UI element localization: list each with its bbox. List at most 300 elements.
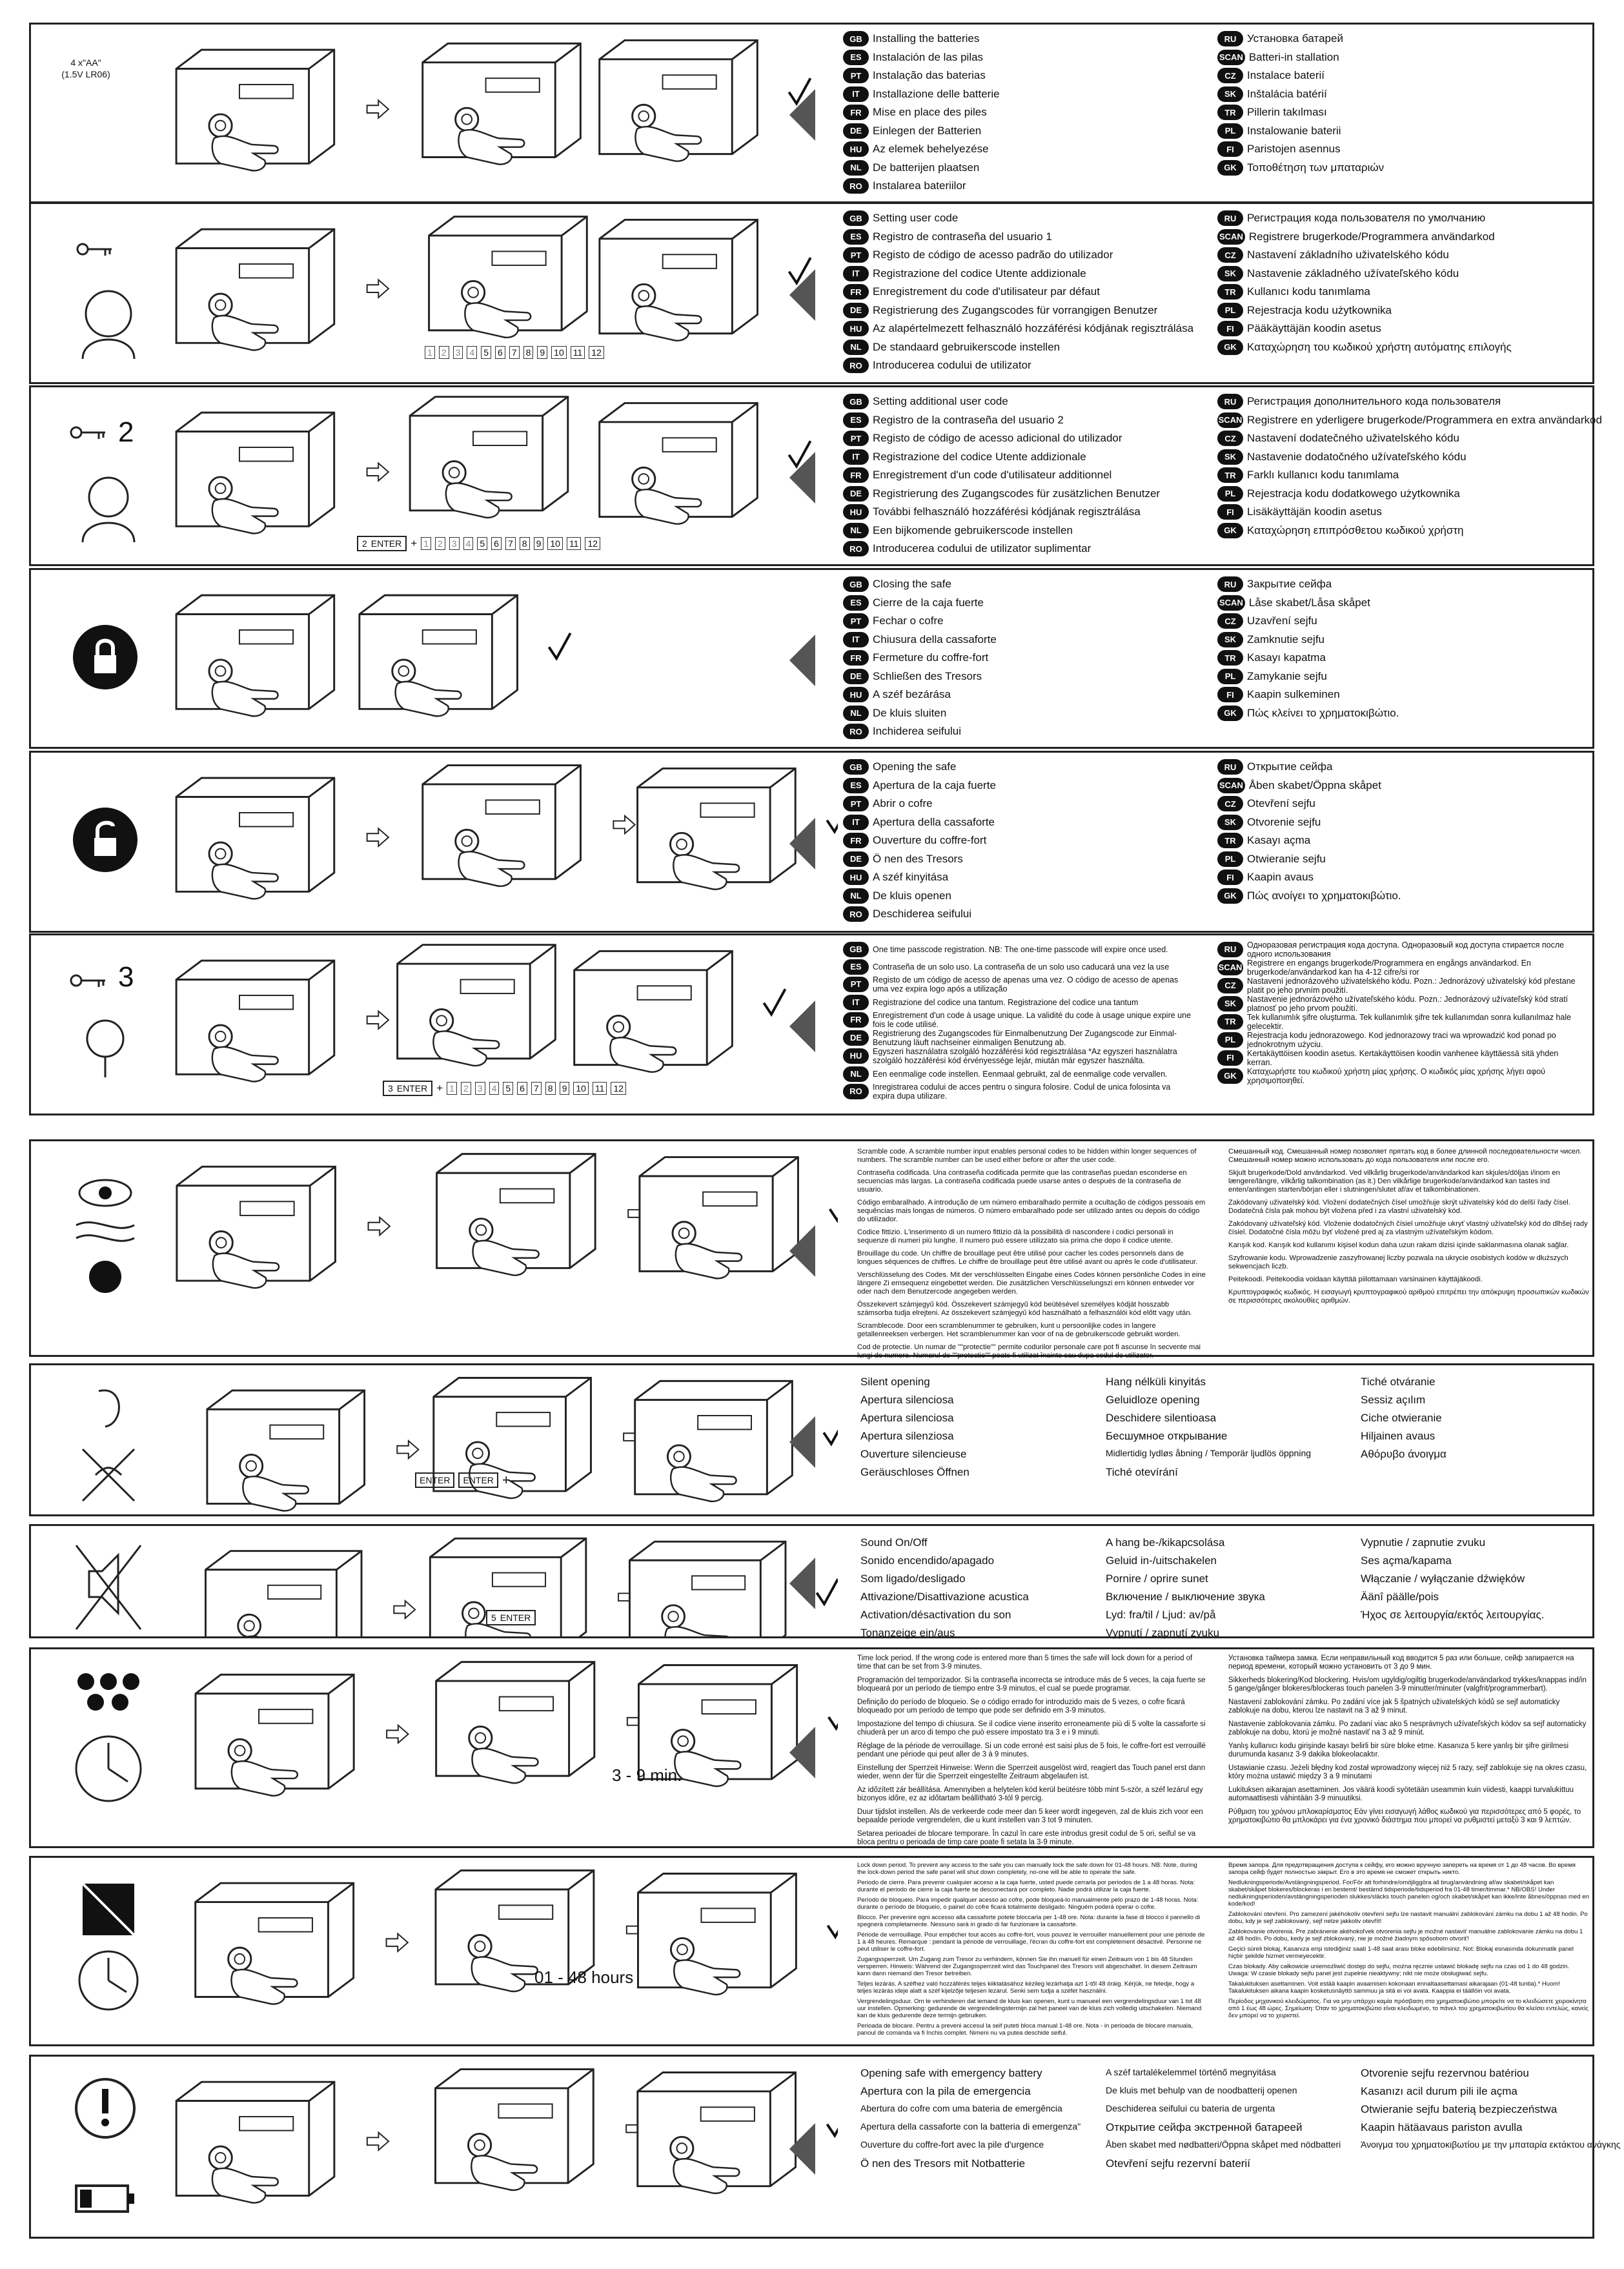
paragraph: Impostazione del tempo di chiusura. Se il codice viene inserito erroneamente più di 5 volte la cassaforte si chiuderà per un arco di tempo che può essere impostato tra 3 e i 9 minuti. <box>857 1720 1206 1736</box>
language-text: Kullanıcı kodu tanımlama <box>1247 285 1370 298</box>
language-badge: DE <box>843 669 869 684</box>
language-row <box>1217 850 1579 869</box>
language-text: Registrazione del codice Utente addizionale <box>873 450 1086 463</box>
paragraph: Peitekoodi. Peitekoodia voidaan käyttää piilottamaan varsinainen käyttäjäkoodi. <box>1228 1276 1483 1283</box>
language-text: Chiusura della cassaforte <box>873 633 997 646</box>
paragraph: Zakódovaný užívateľský kód. Vloženie dodatočných čísiel umožňuje ukryť vlastný užívateľský kód do dlhšej rady čísiel. Dodatočné čísla môžu byť vložené pred aj za vlastným užívateľským kódom. <box>1228 1220 1588 1236</box>
language-badge: IT <box>843 815 869 830</box>
key-number: 5 <box>491 1613 496 1623</box>
paragraph: Codice fittizio. L'inserimento di un numero fittizio dà la possibilità di nascondere i codici personali in sequenze di numeri più lunghe. Il numero può essere utilizzato sia prima che dopo il codice utente. <box>857 1228 1173 1245</box>
caption: Бесшумное открывание <box>1106 1430 1228 1442</box>
language-badge: RU <box>1217 759 1243 775</box>
key-number: 3 <box>388 1083 393 1094</box>
language-text: Zamknutie sejfu <box>1247 633 1325 646</box>
language-badge: TR <box>1217 650 1243 666</box>
language-badge: FI <box>1217 141 1243 157</box>
language-badge: SCAN <box>1217 229 1245 245</box>
language-row <box>1217 1049 1579 1067</box>
paragraph: Κρυπτογραφικός κωδικός. Η εισαγωγή κρυπτογραφικού αριθμού επιτρέπει την απόκρυψη προσωπικών κωδικών σε περισσότερες ακολουθίες αριθμών. <box>1228 1288 1589 1305</box>
language-badge: FI <box>1217 687 1243 702</box>
keypad-digit: 6 <box>495 346 505 359</box>
language-badge: FR <box>843 833 869 848</box>
caption: Opening safe with emergency battery <box>860 2067 1042 2079</box>
time-lock-text-right <box>1228 1654 1590 1830</box>
language-text: Закрытие сейфа <box>1247 578 1332 591</box>
language-text: Installing the batteries <box>873 32 980 45</box>
language-text: Tek kullanımlık şifre oluşturma. Tek kullanımlık şifre tek kullanımdan sonra kullanılmaz hale gelecektir. <box>1247 1013 1572 1031</box>
language-badge: GB <box>843 576 869 592</box>
keypad-digit: 11 <box>593 1082 607 1095</box>
language-badge: ES <box>843 50 869 65</box>
language-row <box>1217 777 1579 795</box>
caption: Открытие сейфа экстренной батареей <box>1106 2121 1303 2133</box>
language-badge: ES <box>843 412 869 428</box>
language-text: A széf kinyitása <box>873 871 949 884</box>
language-badge: SCAN <box>1217 778 1245 793</box>
language-badge: HU <box>843 1048 869 1064</box>
language-text: Registrazione del codice una tantum. Registrazione del codice una tantum <box>873 997 1139 1007</box>
language-row <box>843 722 1204 741</box>
user-icon <box>70 230 147 362</box>
paragraph: Takalukituksen asettaminen. Voit estää kaapin avaamisen kokonaan ennaltaasettamasi aikarajaan (01-48 tuntia).* Huom! Takalukituksen aikana kaapin kosketusnäyttö sammuu ja sitä ei voi avata. Kaappia ei täällöin voi avata. <box>1228 1980 1561 1995</box>
language-text: Einlegen der Batterien <box>873 124 982 137</box>
language-badge: NL <box>843 160 869 176</box>
keypad-digit: 12 <box>585 537 600 550</box>
language-row <box>1217 887 1579 906</box>
language-row <box>1217 1067 1579 1085</box>
section-illustration <box>31 753 838 931</box>
caption: Vypnutí / zapnutí zvuku <box>1106 1627 1220 1639</box>
caption: Vypnutie / zapnutie zvuku <box>1361 1536 1486 1549</box>
language-badge: PL <box>1217 303 1243 318</box>
keypad-digit: 8 <box>545 1082 556 1095</box>
language-row <box>1217 30 1579 48</box>
language-row <box>843 575 1204 594</box>
language-badge: CZ <box>1217 613 1243 629</box>
language-text: Enregistrement d'un code d'utilisateur additionnel <box>873 469 1112 482</box>
paragraph: Время запора. Для предотвращения доступа к сейфу, его можно вручную запереть на время от 1 до 48 часов. Во время запора сейф будет полностью закрыт. Его в это время не сможет открыть никто. <box>1228 1862 1576 1876</box>
language-text: Setting additional user code <box>873 395 1008 408</box>
language-text: Открытие сейфа <box>1247 760 1333 773</box>
check-icon <box>827 1911 838 1937</box>
language-badge: GB <box>843 942 869 957</box>
languages-left-column <box>843 30 1204 196</box>
paragraph: Zugangssperrzeit. Um Zugang zum Tresor zu verhindern, können Sie ihn manuell für einen Zeitraum von 1 bis 48 Stunden versperren. Hinweis: Während der Zugangssperrzeit wird das Touchpanel des Tresors voll abgeschaltet. In diesem Zeitraum kann dann niemand den Tresor betreiben. <box>857 1956 1197 1977</box>
language-badge: DE <box>843 851 869 867</box>
language-row <box>843 850 1204 869</box>
language-text: Instalación de las pilas <box>873 50 984 63</box>
caption: Activation/désactivation du son <box>860 1609 1011 1621</box>
caption: Apertura silenziosa <box>860 1430 954 1442</box>
language-text: Cierre de la caja fuerte <box>873 596 984 609</box>
language-text: Instalowanie baterii <box>1247 124 1341 137</box>
battery-type: (1.5V LR06) <box>61 69 110 79</box>
caption: Tiché otváranie <box>1361 1376 1436 1388</box>
language-text: Pillerin takılması <box>1247 106 1327 119</box>
caption: Attivazione/Disattivazione acustica <box>860 1591 1029 1603</box>
caption: Pornire / oprire sunet <box>1106 1572 1208 1585</box>
language-row <box>843 140 1204 159</box>
language-text: Batteri-in stallation <box>1248 50 1339 63</box>
language-row <box>843 503 1204 522</box>
language-row <box>1217 228 1579 247</box>
instruction-section <box>29 202 1594 384</box>
caption: Apertura della cassaforte con la batteria di emergenza" <box>860 2121 1081 2132</box>
paragraph: Perioada de blocare. Pentru a preveni accesul la seif puteti bloca manual 1-48 ore. Nota - in perioada de blocare manuala, panoul de comanda va fi închis complet. Nimeni nu va putea deschide seiful. <box>857 2022 1193 2037</box>
language-badge: NL <box>843 706 869 721</box>
key-label: ENTER <box>370 538 402 549</box>
language-badge: GB <box>843 394 869 409</box>
language-text: Kaapin sulkeminen <box>1247 688 1340 701</box>
language-text: Registrere en yderligere brugerkode/Programmera en extra användarkod <box>1247 413 1602 426</box>
language-row <box>843 265 1204 283</box>
language-row <box>1217 265 1579 283</box>
language-row <box>1217 283 1579 301</box>
paragraph: Lukituksen aikarajan asettaminen. Jos väärä koodi syötetään useammin kuin viidesti, kaappi turvalukittuu automaattisesti vähintään 3-9 minuutiksi. <box>1228 1786 1574 1802</box>
language-row <box>1217 159 1579 178</box>
keypad-digit: 3 <box>449 537 460 550</box>
keypad-digit: 4 <box>463 537 474 550</box>
language-row <box>1217 575 1579 594</box>
language-text: Nastavení dodatečného uživatelského kódu <box>1247 432 1459 445</box>
language-row <box>843 338 1204 357</box>
caption: Geräuschloses Öffnen <box>860 1466 969 1478</box>
paragraph: Código embaralhado. A introdução de um número embaralhado permite a ocultação de códigos pessoais em sequências mais longas de números. O número embaralhado pode ser utilizado antes ou depois do código do utilizador. <box>857 1199 1206 1223</box>
language-row <box>1217 485 1579 504</box>
language-text: Kasayı kapatma <box>1247 651 1326 664</box>
time-range-label: 3 - 9 min. <box>612 1765 682 1785</box>
caption: Deschiderea seifului cu bateria de urgenta <box>1106 2103 1275 2113</box>
language-row <box>843 356 1204 375</box>
language-badge: RU <box>1217 394 1243 409</box>
language-badge: SK <box>1217 449 1243 465</box>
language-badge: TR <box>1217 467 1243 483</box>
paragraph: Lock down period. To prevent any access to the safe you can manually lock the safe down for 01-48 hours. NB: Note, during the lock-down period the safe panel will shut down completely, no-one will be able to operate the safe. <box>857 1862 1197 1876</box>
caption: A széf tartalékelemmel történő megnyitása <box>1106 2067 1276 2077</box>
language-text: További felhasználó hozzáférési kódjának regisztrálása <box>873 505 1141 518</box>
keypad-digit: 7 <box>531 1082 542 1095</box>
language-badge: SK <box>1217 86 1243 102</box>
language-row <box>843 209 1204 228</box>
keypad-digit: 9 <box>537 346 547 359</box>
languages-right-column <box>1217 941 1579 1085</box>
language-text: Apertura della cassaforte <box>873 815 995 828</box>
caption: A hang be-/kikapcsolása <box>1106 1536 1225 1549</box>
language-badge: DE <box>843 486 869 502</box>
key-label: ENTER <box>500 1613 531 1623</box>
language-badge: DE <box>843 1030 869 1046</box>
caption: Otvorenie sejfu rezervnou batériou <box>1361 2067 1529 2079</box>
keypad-digit: 7 <box>509 346 520 359</box>
language-text: Kaapin avaus <box>1247 871 1314 884</box>
language-text: Contraseña de un solo uso. La contraseña de un solo uso caducará una vez la use <box>873 962 1170 972</box>
language-text: Registro de contraseña del usuario 1 <box>873 230 1052 243</box>
text-column <box>860 2067 1106 2175</box>
language-row <box>1217 795 1579 813</box>
key-label: ENTER <box>396 1083 428 1094</box>
section-arrow-icon <box>789 1225 815 1277</box>
language-text: Nastavení jednorázového uživatelského kódu. Pozn.: Jednorázový uživatelský kód přestane platit po jeho prvním použití. <box>1247 977 1576 995</box>
language-badge: PT <box>843 796 869 811</box>
language-row <box>843 228 1204 247</box>
keypad-digit: 4 <box>467 346 477 359</box>
text-column <box>1106 2067 1351 2175</box>
language-text: Installazione delle batterie <box>873 87 1000 100</box>
keypad-sequence <box>425 346 604 359</box>
language-row <box>843 122 1204 141</box>
language-badge: GB <box>843 210 869 226</box>
language-text: Registrere en engangs brugerkode/Programmera en engångs användarkod. En brugerkode/användarkod kan ha 4-12 cifre/si ror <box>1247 959 1531 977</box>
paragraph: Cod de protectie. Un numar de ""protectie"" permite codurilor personale care pot fi ascunse în secvente mai lungi de numere. Numarul de ""protectie"" poate fi utilizat înainte sau dupa codul de utilizator. <box>857 1343 1201 1359</box>
caption: Sound On/Off <box>860 1536 928 1549</box>
language-row <box>1217 667 1579 686</box>
language-text: Setting user code <box>873 212 959 225</box>
language-badge: CZ <box>1217 431 1243 446</box>
language-row <box>1217 1013 1579 1031</box>
caption: Ö nen des Tresors mit Notbatterie <box>860 2157 1026 2170</box>
language-badge: TR <box>1217 1014 1243 1030</box>
language-row <box>1217 209 1579 228</box>
language-badge: TR <box>1217 105 1243 120</box>
language-badge: SK <box>1217 266 1243 281</box>
language-text: Inštalácia batérií <box>1247 87 1327 100</box>
language-row <box>843 868 1204 887</box>
language-row <box>843 429 1204 448</box>
lock-down-section <box>29 1856 1594 2046</box>
language-badge: ES <box>843 595 869 611</box>
language-badge: RO <box>843 178 869 194</box>
language-row <box>843 392 1204 411</box>
lock-down-text-right <box>1228 1862 1590 2022</box>
caption: Deschidere silentioasa <box>1106 1412 1217 1424</box>
paragraph: Установка таймера замка. Если неправильный код вводится 5 раз или больше, сейф запирается на период времени, который можно установить от 3 до 9 мин. <box>1228 1654 1574 1671</box>
language-text: Inregistrarea codului de acces pentru o singura folosire. Codul de unica folosinta va expira dupa utilizare. <box>873 1083 1171 1101</box>
language-text: Ö nen des Tresors <box>873 852 963 865</box>
keypad-digit: 2 <box>439 346 449 359</box>
language-row <box>843 777 1204 795</box>
paragraph: Réglage de la période de verrouillage. Si un code erroné est saisi plus de 5 fois, le coffre-fort est verrouillé pendant une période qui peut aller de 3 à 9 minutes. <box>857 1742 1206 1758</box>
caption: Kasanızı acil durum pili ile açma <box>1361 2085 1517 2097</box>
language-text: Registrierung des Zugangscodes für zusätzlichen Benutzer <box>873 487 1161 500</box>
language-text: Enregistrement du code d'utilisateur par défaut <box>873 285 1100 298</box>
language-text: Closing the safe <box>873 578 951 591</box>
language-text: Registo de um código de acesso de apenas uma vez. O código de acesso de apenas uma vez expira logo após a utilização <box>873 975 1179 993</box>
paragraph: Vergrendelingsduur. Om te verhinderen dat iemand de kluis kan openen, kunt u manueel een vergrendelingsduur van 1 tot 48 uur instellen. Opmerking: gedurende de vergrendelingstermijn zal het paneel van de kluis zich volledig uitschakelen. Niemand kan de kluis gedurende deze termijn gebruiken. <box>857 1998 1202 2019</box>
language-badge: PL <box>1217 669 1243 684</box>
language-badge: FI <box>1217 504 1243 520</box>
caption: Włączanie / wyłączanie dźwięków <box>1361 1572 1525 1585</box>
language-text: Pääkäyttäjän koodin asetus <box>1247 322 1381 335</box>
language-row <box>843 887 1204 906</box>
language-row <box>843 975 1192 993</box>
language-row <box>843 958 1192 975</box>
step-arrow-icon <box>387 1725 408 1743</box>
check-icon <box>827 806 838 831</box>
language-badge: RO <box>843 724 869 739</box>
language-badge: FI <box>1217 1050 1243 1066</box>
language-row <box>843 448 1204 467</box>
language-badge: SK <box>1217 632 1243 647</box>
caption: Äänî päälle/pois <box>1361 1591 1439 1603</box>
language-text: Registrazione del codice Utente addizionale <box>873 267 1086 280</box>
language-row <box>843 466 1204 485</box>
caption: Sonido encendido/apagado <box>860 1554 995 1567</box>
language-text: Otvorenie sejfu <box>1247 815 1321 828</box>
language-row <box>1217 301 1579 320</box>
keypad-digit: 8 <box>523 346 534 359</box>
battery-count: 4 x"AA" <box>70 57 101 68</box>
language-text: Opening the safe <box>873 760 957 773</box>
one-time-code-icon <box>70 955 147 1087</box>
additional-user-icon <box>70 413 147 545</box>
language-badge: HU <box>843 870 869 885</box>
section-arrow-icon <box>789 818 815 870</box>
language-badge: RO <box>843 1084 869 1099</box>
language-row <box>1217 612 1579 631</box>
language-badge: HU <box>843 504 869 520</box>
language-badge: GK <box>1217 340 1243 355</box>
caption: Ciche otwieranie <box>1361 1412 1442 1424</box>
language-row <box>1217 522 1579 540</box>
language-text: Nastavenie jednorázového užívateľského kódu. Pozn.: Jednorázový užívateľský kód stratí platnosť po jeho prvom použití. <box>1247 995 1568 1013</box>
safe-illustration <box>206 1551 362 1636</box>
paragraph: Nastavenie zablokovania zámku. Po zadaní viac ako 5 nesprávnych užívateľských kódov sa sejf automaticky zablokuje na dobu, ktorú je možné nastaviť na 3 až 9 minút. <box>1228 1720 1587 1736</box>
language-text: Enregistrement d'un code à usage unique. La validité du code à usage unique expire une fois le code utilisé. <box>873 1011 1192 1029</box>
language-text: Schließen des Tresors <box>873 669 982 682</box>
language-badge: GK <box>1217 523 1243 538</box>
step-arrow-icon <box>367 1011 389 1028</box>
language-row <box>843 649 1204 667</box>
plus-sign: + <box>436 1082 443 1094</box>
paragraph: Összekevert számjegyű kód. Összekevert számjegyű kód beütésével személyes kódját hosszabb számsorba tudja elrejteni. Az összekevert számjegyű kód használható a felhasználói kód előtt vagy után. <box>857 1301 1192 1317</box>
paragraph: Période de verrouillage. Pour empêcher tout accès au coffre-fort, vous pouvez le verrouiller manuellement pour une période de 1 à 48 heures. Remarque : pendant la période de verrouillage, l'écran du coffre-fort est complètement désactivé. Personne ne peut utiliser le coffre-fort. <box>857 1931 1205 1953</box>
language-badge: PT <box>843 977 869 992</box>
language-text: Установка батарей <box>1247 32 1343 45</box>
language-badge: RU <box>1217 210 1243 226</box>
keypad-digit: 6 <box>491 537 502 550</box>
step-arrow-icon <box>367 280 389 297</box>
language-row <box>1217 831 1579 850</box>
language-row <box>843 758 1204 777</box>
paragraph: Nedlukningsperiode/Avstängningsperiod. For/För att forhindre/omöjliggöra all brug/användning af/av skabet/skåpet kan skabet/skåpet blokeres/blockeras i en bestemt/ bestämd tidsperiode/tidsperiod fra 01-48 timer/timmar.* NB/OBS! Under nedlukningsperioden/avstängningsperioden slukkes/släcks touch panelen og/och skabet/skåpet kan ikke/inte åbnes/öppnas med en kode/kod! <box>1228 1879 1589 1908</box>
language-text: Instalarea bateriilor <box>873 179 966 192</box>
language-text: Καταχωρήστε του κωδικού χρήστη μίας χρήσης. Ο κωδικός μίας χρήσης λήγει αφού χρησιμοποιηθεί. <box>1247 1067 1545 1085</box>
language-badge: PT <box>843 247 869 263</box>
language-row <box>843 1029 1192 1047</box>
check-icon <box>764 989 785 1014</box>
caption: Geluid in-/uitschakelen <box>1106 1554 1217 1567</box>
language-badge: SCAN <box>1217 960 1243 975</box>
paragraph: Periodo de cierre. Para prevenir cualquier acceso a la caja fuerte, usted puede cerrarla por periodos de 1 a 48 horas. Nota: durante el periodo de cierre la caja fuerte se desconectará por completo. Nadie podrá utilizar la caja fuerte. <box>857 1879 1195 1893</box>
paragraph: Setarea perioadei de blocare temporare. În cazul în care este introdus gresit codul de 5 ori, seiful se va bloca pentru o perioada de timp care poate fi setata la 3-9 minute. <box>857 1830 1196 1846</box>
language-text: A széf bezárása <box>873 688 951 701</box>
language-row <box>1217 941 1579 959</box>
language-text: Registro de la contraseña del usuario 2 <box>873 413 1064 426</box>
language-text: Одноразовая регистрация кода доступа. Одноразовый код доступа стирается после одного использования <box>1247 941 1565 959</box>
language-text: Instalação das baterias <box>873 69 986 82</box>
language-row <box>843 1065 1192 1083</box>
language-badge: CZ <box>1217 978 1243 993</box>
language-row <box>1217 758 1579 777</box>
lock-icon <box>70 622 147 696</box>
language-row <box>1217 995 1579 1013</box>
languages-right-column <box>1217 758 1579 905</box>
language-text: Deschiderea seifului <box>873 908 972 921</box>
language-row <box>843 667 1204 686</box>
languages-left-column <box>843 941 1192 1101</box>
language-text: Åben skabet/Öppna skåpet <box>1248 778 1381 791</box>
caption: Abertura do cofre com uma bateria de emergência <box>860 2103 1062 2113</box>
language-row <box>1217 813 1579 832</box>
language-badge: NL <box>843 888 869 904</box>
paragraph: Zablokovanie otvorenia. Pre zabránenie akéhokoľvek otvorenia sejfu je možné nastaviť manuálne zablokovanie zámku na dobu 1 až 48 hodín. Po dobu, kedy je sejf zblokovaný, nie je možné žiadnym spôsobom otvoriť! <box>1228 1928 1583 1942</box>
language-text: De kluis openen <box>873 889 951 902</box>
scramble-code-section <box>29 1139 1594 1357</box>
language-badge: SCAN <box>1217 412 1243 428</box>
unlock-icon <box>70 804 147 879</box>
language-text: Otwieranie sejfu <box>1247 852 1326 865</box>
caption: De kluis met behulp van de noodbatterij openen <box>1106 2085 1297 2095</box>
paragraph: Szyfrowanie kodu. Wprowadzenie zaszyfrowanej liczby pozwala na ukrycie osobistych kodów w dłuższych sekwencjach liczb. <box>1228 1254 1568 1270</box>
language-badge: NL <box>843 523 869 538</box>
caption: Tonanzeige ein/aus <box>860 1627 955 1639</box>
keypad-sequence <box>415 1472 511 1489</box>
language-text: Registrere brugerkode/Programmera användarkod <box>1248 230 1495 243</box>
caption: Αθόρυβο άνοιγμα <box>1361 1448 1446 1460</box>
language-badge: FR <box>843 1012 869 1028</box>
paragraph: Brouillage du code. Un chiffre de brouillage peut être utilisé pour cacher les codes personnels dans de longues séquences de chiffres. Le chiffre de brouillage peut être utilisé avant ou après le code d'utilisateur. <box>857 1250 1198 1266</box>
paragraph: Az időzített zár beállítása. Amennyiben a helytelen kód kerül beütésre több mint 5-ször, a széf lezárul egy bizonyos időre, ez az időtartam beállítható 3-tól 9 percig. <box>857 1786 1203 1802</box>
text-column <box>1361 1536 1606 1627</box>
language-row <box>843 320 1204 338</box>
keypad-digit: 10 <box>573 1082 589 1095</box>
language-text: Τοποθέτηση των μπαταριών <box>1247 161 1385 174</box>
language-badge: GK <box>1217 706 1243 721</box>
language-badge: NL <box>843 1066 869 1082</box>
caption: Silent opening <box>860 1376 930 1388</box>
language-badge: FI <box>1217 870 1243 885</box>
language-badge: GB <box>843 759 869 775</box>
language-row <box>1217 48 1579 67</box>
section-icon <box>70 1378 147 1511</box>
language-text: Ouverture du coffre-fort <box>873 834 987 847</box>
text-column <box>860 1376 1106 1484</box>
language-badge: RU <box>1217 31 1243 46</box>
language-text: Farklı kullanıcı kodu tanımlama <box>1247 469 1399 482</box>
caption: Apertura con la pila de emergencia <box>860 2085 1031 2097</box>
section-arrow-icon <box>789 635 815 686</box>
language-badge: HU <box>843 321 869 336</box>
text-column <box>860 1536 1106 1645</box>
language-text: De standaard gebruikerscode instellen <box>873 340 1061 353</box>
language-text: Otevření sejfu <box>1247 797 1315 810</box>
language-row <box>843 246 1204 265</box>
language-badge: DE <box>843 123 869 139</box>
keypad-digit: 12 <box>589 346 604 359</box>
paragraph: Zablokování otevření. Pro zamezení jakéhokoliv otevření sejfu lze nastavit manuální zablokování zámku na dobu 1 až 48 hodin. Po dobu, kdy je sejf zablokovaný, sejf nelze jakkoliv otevřít! <box>1228 1911 1588 1925</box>
enter-key: ENTER <box>415 1472 454 1488</box>
caption: Включение / выключение звука <box>1106 1591 1265 1603</box>
check-icon <box>829 1703 838 1728</box>
language-badge: ES <box>843 229 869 245</box>
language-row <box>1217 448 1579 467</box>
language-badge: SK <box>1217 815 1243 830</box>
language-row <box>1217 411 1602 430</box>
language-text: Mise en place des piles <box>873 106 987 119</box>
language-badge: FR <box>843 105 869 120</box>
paragraph: Verschlüsselung des Codes. Mit der verschlüsselten Eingabe eines Codes können persönliche Codes in eine längere Zi ernsequenz eingebettet werden. Die zusätzlichen Verschlüsselungszi ern können entweder vor oder nach dem Benutzercode angegeben werden. <box>857 1271 1206 1296</box>
section-arrow-icon <box>789 1416 815 1468</box>
